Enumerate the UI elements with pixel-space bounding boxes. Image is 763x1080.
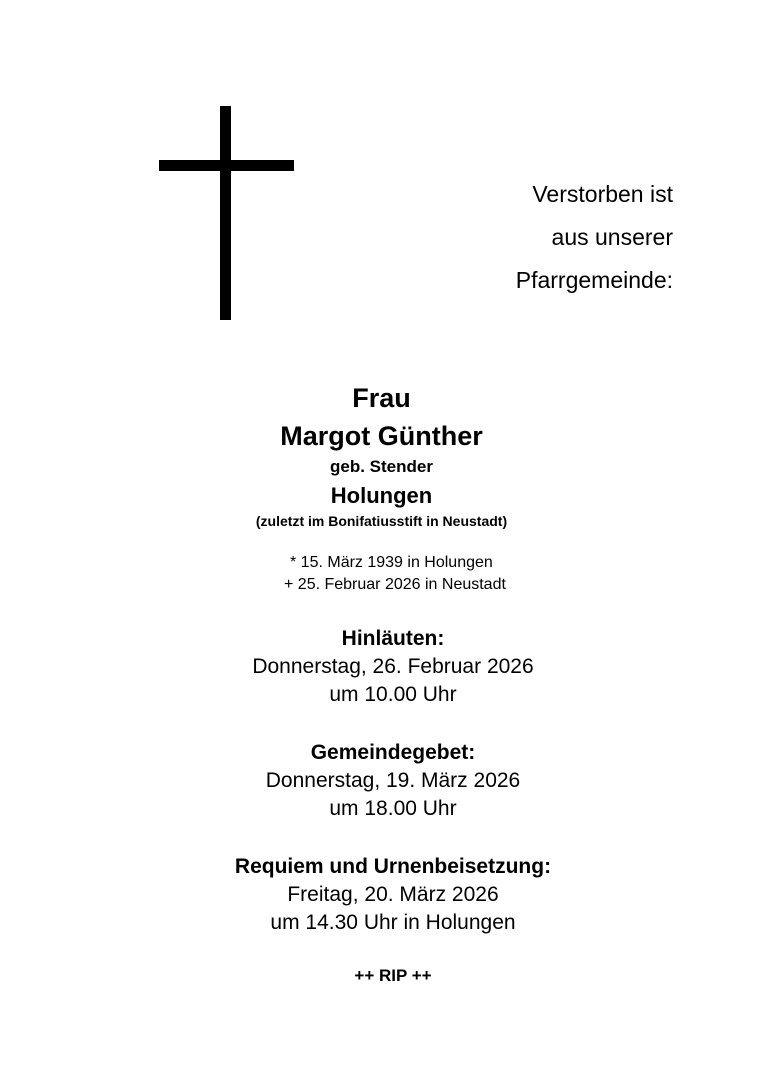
event-title: Requiem und Urnenbeisetzung: (234, 855, 552, 878)
event-date: Donnerstag, 26. Februar 2026 (252, 655, 534, 678)
death-date: + 25. Februar 2026 in Neustadt (284, 576, 506, 593)
event-time: um 10.00 Uhr (329, 683, 457, 706)
cross-horizontal-bar (159, 160, 294, 171)
event-title: Gemeindegebet: (310, 741, 476, 764)
birth-date: * 15. März 1939 in Holungen (290, 554, 493, 571)
event-hinlaeuten (0, 625, 763, 709)
event-title: Hinläuten: (341, 627, 445, 650)
event-time: um 18.00 Uhr (329, 797, 457, 820)
life-dates (284, 552, 506, 596)
intro-line: Verstorben ist (532, 181, 673, 207)
event-gemeindegebet (0, 739, 763, 823)
cross-vertical-bar (220, 106, 231, 320)
event-requiem (0, 853, 763, 937)
event-date: Donnerstag, 19. März 2026 (265, 769, 521, 792)
event-date: Freitag, 20. März 2026 (287, 883, 499, 906)
event-time: um 14.30 Uhr in Holungen (270, 911, 516, 934)
person-name: Margot Günther (280, 421, 483, 451)
intro-text (516, 173, 673, 302)
intro-line: aus unserer (551, 224, 673, 250)
person-title: Frau (352, 383, 411, 413)
intro-line: Pfarrgemeinde: (515, 267, 673, 293)
closing-rip: ++ RIP ++ (354, 966, 432, 985)
person-birth-name: geb. Stender (330, 457, 433, 476)
person-note: (zuletzt im Bonifatiusstift in Neustadt) (255, 513, 508, 529)
person-place: Holungen (330, 483, 433, 508)
